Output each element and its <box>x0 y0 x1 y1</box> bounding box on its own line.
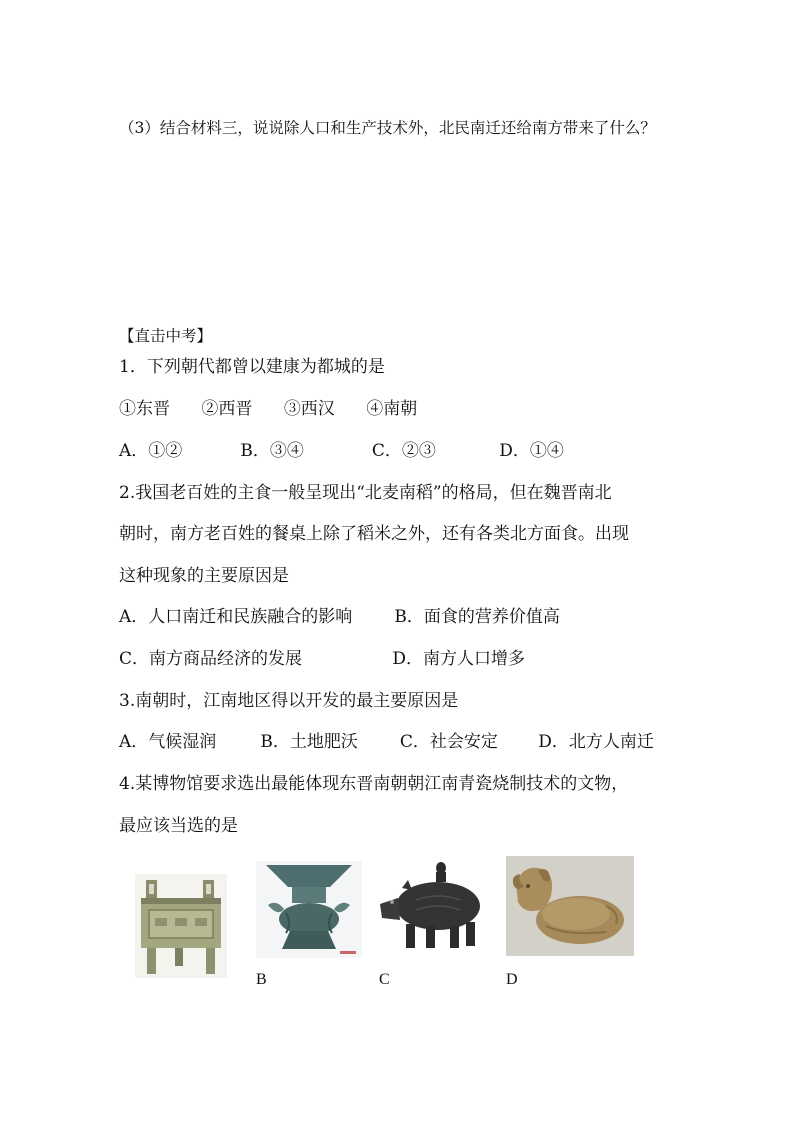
q2-choices-row2 <box>119 648 525 670</box>
question-3-subpart: （3）结合材料三，说说除人口和生产技术外，北民南迁还给南方带来了什么？ <box>119 119 656 137</box>
q1-choice-a: A．①② <box>119 441 183 461</box>
celadon-sheep-figure-image <box>506 856 634 956</box>
section-title: 【直击中考】 <box>119 327 213 345</box>
bronze-ding-vessel-image <box>135 874 227 978</box>
q4-image-label-d: D <box>506 971 518 988</box>
q3-stem: 3.南朝时，江南地区得以开发的最主要原因是 <box>119 691 459 711</box>
q2-stem-line: 朝时，南方老百姓的餐桌上除了稻米之外，还有各类北方面食。出现 <box>119 524 629 544</box>
q4-stem-line: 最应该当选的是 <box>119 816 238 836</box>
q4-image-label-b: B <box>256 971 267 988</box>
bronze-zun-vessel-image <box>256 861 362 958</box>
q1-item: ④南朝 <box>366 399 418 419</box>
q1-item: ③西汉 <box>283 399 335 419</box>
q2-choice-a: A．人口南迁和民族融合的影响 <box>119 607 353 627</box>
q3-choice-d: D．北方人南迁 <box>538 732 654 752</box>
q1-choices <box>119 440 564 462</box>
q3-choice-a: A．气候湿润 <box>119 732 217 752</box>
q2-choices-row1 <box>119 606 560 628</box>
bronze-pig-vessel-image <box>378 858 488 955</box>
q1-item: ①东晋 <box>119 399 170 419</box>
q3-choice-b: B．土地肥沃 <box>260 732 358 752</box>
q3-choices <box>119 731 654 753</box>
q2-choice-d: D．南方人口增多 <box>392 649 526 669</box>
q4-stem-line: 4.某博物馆要求选出最能体现东晋南朝朝江南青瓷烧制技术的文物， <box>119 774 629 794</box>
q4-image-label-c: C <box>379 971 390 988</box>
q1-choice-b: B．③④ <box>240 441 304 461</box>
q1-item: ②西晋 <box>201 399 253 419</box>
q3-choice-c: C．社会安定 <box>399 732 498 752</box>
q2-stem-line: 这种现象的主要原因是 <box>119 566 289 586</box>
q2-choice-b: B．面食的营养价值高 <box>394 607 560 627</box>
q2-choice-c: C．南方商品经济的发展 <box>119 649 303 669</box>
q1-items <box>119 398 417 420</box>
q1-choice-c: C．②③ <box>371 441 436 461</box>
q1-stem: 1．下列朝代都曾以建康为都城的是 <box>119 357 385 377</box>
q1-choice-d: D．①④ <box>499 441 564 461</box>
q2-stem-line: 2.我国老百姓的主食一般呈现出“北麦南稻”的格局，但在魏晋南北 <box>119 483 612 503</box>
